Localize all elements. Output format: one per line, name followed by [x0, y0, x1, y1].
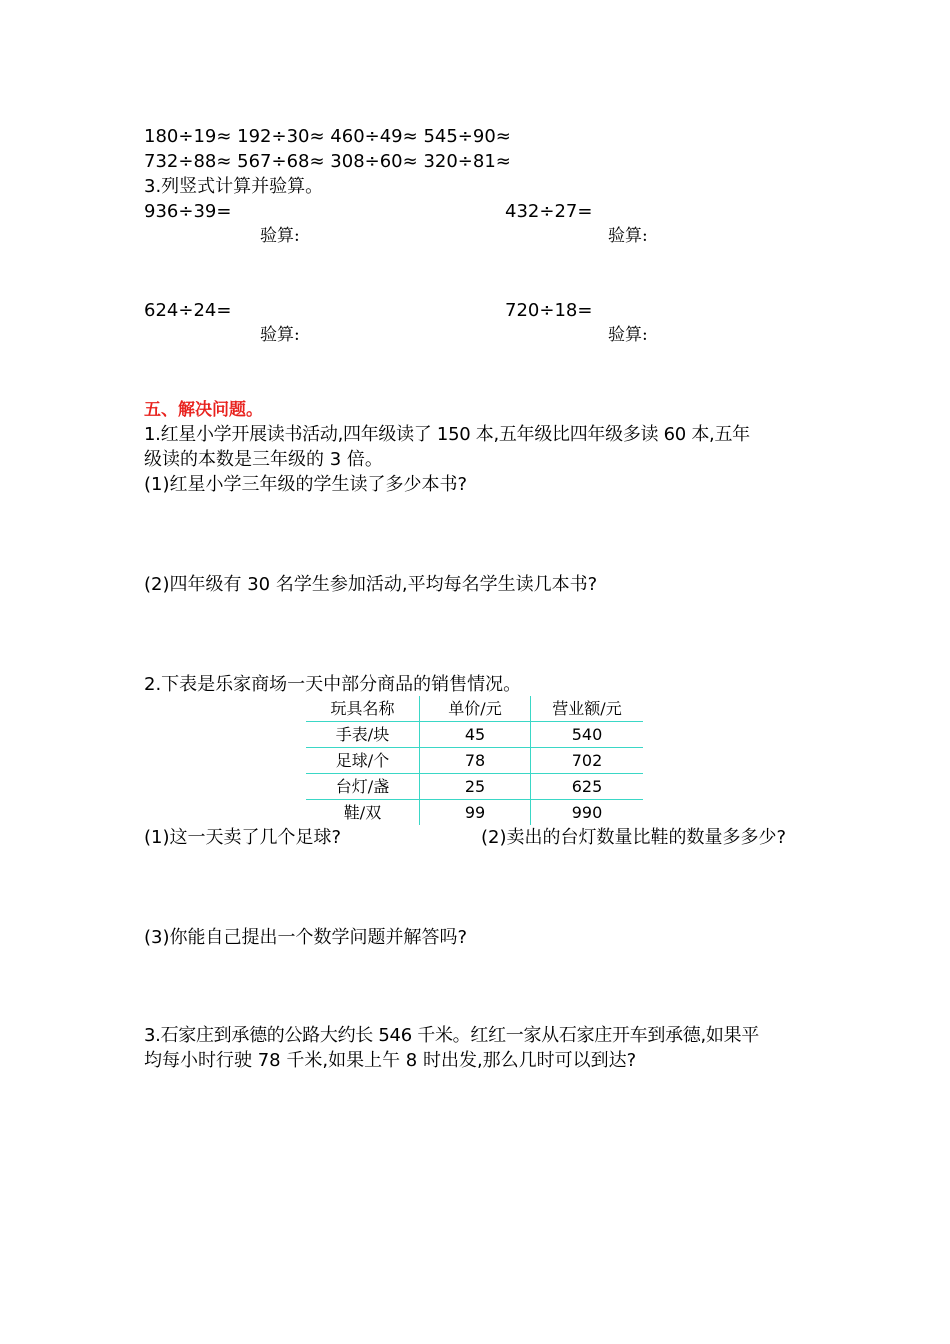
table-cell: 99: [420, 800, 531, 826]
table-cell: 990: [571, 803, 603, 822]
q1-line-1: 1.红星小学开展读书活动,四年级读了 150 本,五年级比四年级多读 60 本,五年: [144, 424, 750, 445]
q2-sub-2: (2)卖出的台灯数量比鞋的数量多多少?: [481, 827, 787, 848]
table-cell: 25: [420, 774, 531, 800]
table-header-cell: 营业额/元: [531, 696, 644, 722]
table-cell: 台灯/盏: [306, 774, 420, 800]
problem-720: 720÷18=: [505, 300, 593, 321]
table-header-cell: 玩具名称: [306, 696, 420, 722]
q2-sub-1: (1)这一天卖了几个足球?: [144, 827, 342, 848]
q2-intro: 2.下表是乐家商场一天中部分商品的销售情况。: [144, 674, 522, 695]
sales-table: [306, 696, 643, 825]
check-label: 验算:: [608, 325, 648, 345]
table-cell: 625: [531, 774, 644, 800]
table-row: [306, 800, 643, 826]
q3-line-1: 3.石家庄到承德的公路大约长 546 千米。红红一家从石家庄开车到承德,如果平: [144, 1025, 759, 1046]
problem-432: 432÷27=: [505, 201, 593, 222]
check-label: 验算:: [608, 226, 648, 246]
estimation-row-2: 732÷88≈ 567÷68≈ 308÷60≈ 320÷81≈: [144, 151, 511, 172]
section-heading: 五、解决问题。: [144, 400, 263, 420]
estimation-row-1: 180÷19≈ 192÷30≈ 460÷49≈ 545÷90≈: [144, 126, 511, 147]
q1-line-2: 级读的本数是三年级的 3 倍。: [144, 449, 383, 470]
check-label: 验算:: [260, 226, 300, 246]
problem-936: 936÷39=: [144, 201, 232, 222]
table-cell: 540: [531, 722, 644, 748]
table-header-cell: 单价/元: [420, 696, 531, 722]
problem-624: 624÷24=: [144, 300, 232, 321]
q3-line-2: 均每小时行驶 78 千米,如果上午 8 时出发,那么几时可以到达?: [144, 1050, 637, 1071]
table-cell: 足球/个: [306, 748, 420, 774]
table-cell: 鞋/双: [306, 800, 420, 826]
check-label: 验算:: [260, 325, 300, 345]
q1-sub-1: (1)红星小学三年级的学生读了多少本书?: [144, 474, 468, 495]
table-header-row: [306, 696, 643, 722]
vertical-calc-title: 3.列竖式计算并验算。: [144, 176, 324, 197]
table-row: [306, 748, 643, 774]
table-row: [306, 722, 643, 748]
q1-sub-2: (2)四年级有 30 名学生参加活动,平均每名学生读几本书?: [144, 574, 598, 595]
table-row: [306, 774, 643, 800]
table-cell: 702: [531, 748, 644, 774]
table-cell: 45: [420, 722, 531, 748]
table-cell: 78: [420, 748, 531, 774]
table-cell: 手表/块: [306, 722, 420, 748]
q2-sub-3: (3)你能自己提出一个数学问题并解答吗?: [144, 927, 468, 948]
